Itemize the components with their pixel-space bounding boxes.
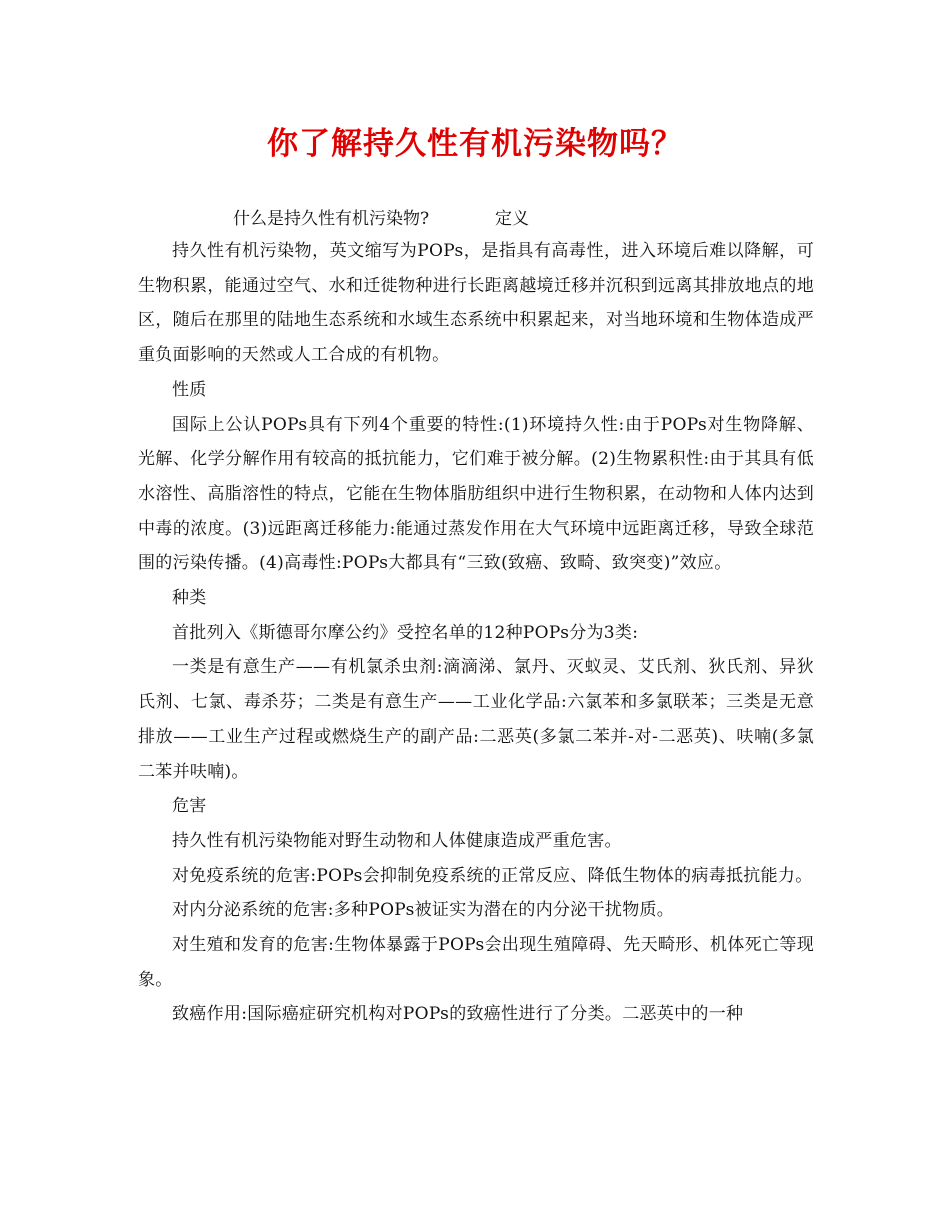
paragraph-immune: 对免疫系统的危害:POPs会抑制免疫系统的正常反应、降低生物体的病毒抵抗能力。	[172, 865, 813, 886]
heading-hazards: 危害	[172, 796, 207, 817]
paragraph-types-intro: 首批列入《斯德哥尔摩公约》受控名单的12种POPs分为3类:	[172, 622, 639, 643]
paragraph-reproduction: 对生殖和发育的危害:生物体暴露于POPs会出现生殖障碍、先天畸形、机体死亡等现象。	[138, 935, 814, 990]
paragraph-types-list: 一类是有意生产——有机氯杀虫剂:滴滴涕、氯丹、灭蚁灵、艾氏剂、狄氏剂、异狄氏剂、七氯、毒杀芬；二类是有意生产——工业化学品:六氯苯和多氯联苯；三类是无意排放——工业生产过程或燃烧生产的副产品:二恶英(多氯二苯并-对-二恶英)、呋喃(多氯二苯并呋喃)。	[138, 657, 814, 782]
page-title: 你了解持久性有机污染物吗？	[267, 126, 683, 162]
paragraph-hazards-intro: 持久性有机污染物能对野生动物和人体健康造成严重危害。	[172, 830, 622, 851]
document-body	[138, 234, 814, 1032]
paragraph-carcinogenic: 致癌作用:国际癌症研究机构对POPs的致癌性进行了分类。二恶英中的一种	[172, 1004, 744, 1025]
subtitle-question: 什么是持久性有机污染物?	[233, 209, 430, 229]
heading-properties: 性质	[172, 379, 207, 400]
heading-types: 种类	[172, 588, 207, 609]
paragraph-definition: 持久性有机污染物，英文缩写为POPs，是指具有高毒性，进入环境后难以降解，可生物积累，能通过空气、水和迁徙物种进行长距离越境迁移并沉积到远离其排放地点的地区，随后在那里的陆地生态系统和水域生态系统中积累起来，对当地环境和生物体造成严重负面影响的天然或人工合成的有机物。	[138, 241, 814, 366]
paragraph-endocrine: 对内分泌系统的危害:多种POPs被证实为潜在的内分泌干扰物质。	[172, 900, 675, 921]
paragraph-properties: 国际上公认POPs具有下列4个重要的特性:(1)环境持久性:由于POPs对生物降解、光解、化学分解作用有较高的抵抗能力，它们难于被分解。(2)生物累积性:由于其具有低水溶性、高脂溶性的特点，它能在生物体脂肪组织中进行生物积累，在动物和人体内达到中毒的浓度。(3)远距离迁移能力:能通过蒸发作用在大气环境中远距离迁移，导致全球范围的污染传播。(4)高毒性:POPs大都具有“三致(致癌、致畸、致突变)”效应。	[138, 414, 814, 574]
subtitle-label: 定义	[495, 209, 529, 229]
